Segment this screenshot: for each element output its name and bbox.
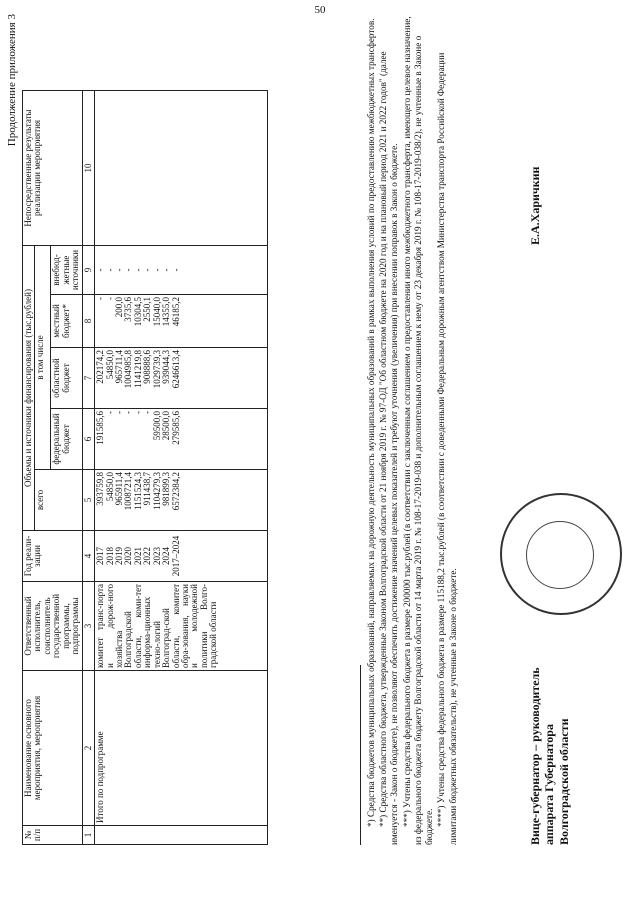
- regional-value: 6246613,4: [170, 350, 181, 389]
- col-number: 6: [82, 409, 94, 470]
- regional-value: 939044,3: [161, 350, 172, 384]
- year-value: 2017–2024: [170, 535, 181, 577]
- financing-table: [22, 90, 268, 845]
- continuation-label: Продолжение приложения 3: [6, 14, 18, 147]
- header-num: № п/п: [23, 826, 83, 845]
- header-financing: Объемы и источники финансирования (тыс.рублей): [23, 246, 35, 531]
- federal-value: -: [104, 411, 115, 414]
- col-number: 4: [82, 531, 94, 582]
- col-number: 8: [82, 295, 94, 348]
- signature-position-line: Вице-губернатор – руководитель: [528, 667, 542, 845]
- regional-value: 965711,4: [113, 350, 124, 384]
- page-number: 50: [314, 4, 326, 16]
- regional-value: 1141219,8: [132, 350, 143, 388]
- total-value: 54850,0: [104, 472, 115, 502]
- local-value: -: [104, 297, 115, 300]
- federal-value: -: [142, 411, 153, 414]
- year-value: 2021: [132, 547, 143, 565]
- col-number: 2: [82, 671, 94, 826]
- total-value: 981899,3: [161, 472, 172, 506]
- official-stamp: [500, 493, 622, 615]
- header-name: Наименование основного мероприятия, мероприятия: [23, 671, 83, 826]
- regional-value: 1004985,8: [123, 350, 134, 389]
- local-value: 46185,2: [170, 297, 181, 327]
- regional-value: 54850,0: [104, 350, 115, 380]
- footnotes: [366, 15, 460, 845]
- header-total: всего: [35, 470, 82, 531]
- total-value: 1008721,4: [123, 472, 134, 511]
- federal-value: 191585,6: [95, 411, 106, 445]
- federal-value: -: [113, 411, 124, 414]
- federal-value: 28500,0: [161, 411, 172, 441]
- col-number: 10: [82, 91, 94, 246]
- header-local: местный бюджет*: [51, 295, 82, 348]
- column-number-row: [82, 91, 94, 845]
- federal-value: 279585,6: [170, 411, 181, 445]
- footnote: *) Средства бюджетов муниципальных образований, направляемых на дорожную деятельность муниципальных образований в рамках выполнения условий по предоставлению межбюджетных трансфертов.: [366, 18, 376, 827]
- col-number: 3: [82, 582, 94, 671]
- regional-value: 1029739,3: [151, 350, 162, 389]
- table-header-row: [23, 91, 35, 845]
- extra-value: -: [95, 268, 106, 272]
- extra-value: -: [123, 268, 134, 272]
- federal-value: 59500,0: [151, 411, 162, 441]
- header-regional: областной бюджет: [51, 348, 82, 409]
- local-value: 3735,6: [123, 297, 134, 322]
- regional-value: 908888,6: [142, 350, 153, 384]
- total-value: 1104279,3: [151, 472, 162, 510]
- year-value: 2019: [113, 547, 124, 565]
- local-value: 10304,5: [132, 297, 143, 327]
- year-value: 2020: [123, 547, 134, 565]
- signature-position: [528, 667, 571, 845]
- extra-value: -: [113, 268, 124, 272]
- extra-value: -: [170, 268, 181, 272]
- local-value: 14355,0: [161, 297, 172, 327]
- header-year: Год реали-зации: [23, 531, 83, 582]
- total-value: 965911,4: [113, 472, 124, 506]
- total-value: 393759,8: [95, 472, 106, 506]
- regional-value: 202174,2: [95, 350, 106, 384]
- row-name: Итого по подпрограмме: [95, 671, 268, 826]
- header-extrabudget: внебюд-жетные источники: [51, 246, 82, 295]
- year-value: 2024: [161, 547, 172, 565]
- local-value: -: [95, 297, 106, 300]
- total-value: 911438,7: [142, 472, 153, 506]
- extra-value: -: [161, 268, 172, 272]
- responsible-cell: комитет транс-порта и дорож-ного хозяйства Волгоградской области, коми-тет информа-ционных техно-логий Волгоград-ской области, комитет обра-зования, науки и молодежной политики Волго-градской области: [95, 582, 268, 671]
- federal-value: -: [132, 411, 143, 414]
- extra-value: -: [142, 268, 153, 272]
- header-results: Непосредственные результаты реализации мероприятия: [23, 91, 83, 246]
- signature-position-line: аппарата Губернатора: [542, 724, 557, 845]
- col-number: 9: [82, 246, 94, 295]
- header-federal: федеральный бюджет: [51, 409, 82, 470]
- footnote: ***) Учтены средства федерального бюджета в размере 200000 тыс.рублей (в соответствии с заключенным соглашением о предоставлении иного межбюджетного трансферта, имеющего целевое назначение, из федерального бюджета бюджету Волгоградской области от 14 марта 2019 г. № 108-17-2019-038 и дополнительным соглашением к нему от 23 декабря 2019 г. № 108-17-2019-038/2), не учтенные в Законе о бюджете.: [401, 16, 435, 845]
- footnote: ****) Учтены средства федерального бюджета в размере 115188,2 тыс.рублей (в соответствии с доведенными Федеральным дорожным агентством Министерства транспорта Российской Федерации лимитами бюджетных обязательств), не учтенные в Законе о бюджете.: [436, 52, 458, 845]
- header-including: в том числе: [35, 246, 51, 470]
- stamp-inner-ring: [526, 521, 594, 589]
- year-value: 2023: [151, 547, 162, 565]
- total-value: 1151524,3: [132, 472, 143, 510]
- extra-value: -: [104, 268, 115, 272]
- extra-value: -: [132, 268, 143, 272]
- local-value: 15040,0: [151, 297, 162, 327]
- footnote: **) Средства областного бюджета, утвержденные Законом Волгоградской области от 21 ноября 2019 г. № 97-ОД "Об областном бюджете на 2020 год и на плановый период 2021 и 2022 годов" (далее именуется - Закон о бюджете), не позволяют обеспечить достижение значений целевых показателей и требуют уточнения (увеличения) при внесении поправок в Закон о бюджете.: [378, 51, 400, 845]
- federal-value: -: [123, 411, 134, 414]
- header-responsible: Ответственный исполнитель, соисполнитель государственной программы, подпрограммы: [23, 582, 83, 671]
- col-number: 7: [82, 348, 94, 409]
- footnote-divider: [360, 665, 361, 845]
- col-number: 5: [82, 470, 94, 531]
- local-value: 2550,1: [142, 297, 153, 322]
- extra-value: -: [151, 268, 162, 272]
- signature-position-line: Волгоградской области: [556, 718, 571, 845]
- signature-name: Е.А.Харичкин: [528, 166, 542, 245]
- local-value: 200,0: [113, 297, 124, 318]
- year-value: 2017: [95, 547, 106, 565]
- col-number: 1: [82, 826, 94, 845]
- year-value: 2022: [142, 547, 153, 565]
- year-value: 2018: [104, 547, 115, 565]
- total-value: 6572384,2: [170, 472, 181, 511]
- table-row: [95, 91, 268, 845]
